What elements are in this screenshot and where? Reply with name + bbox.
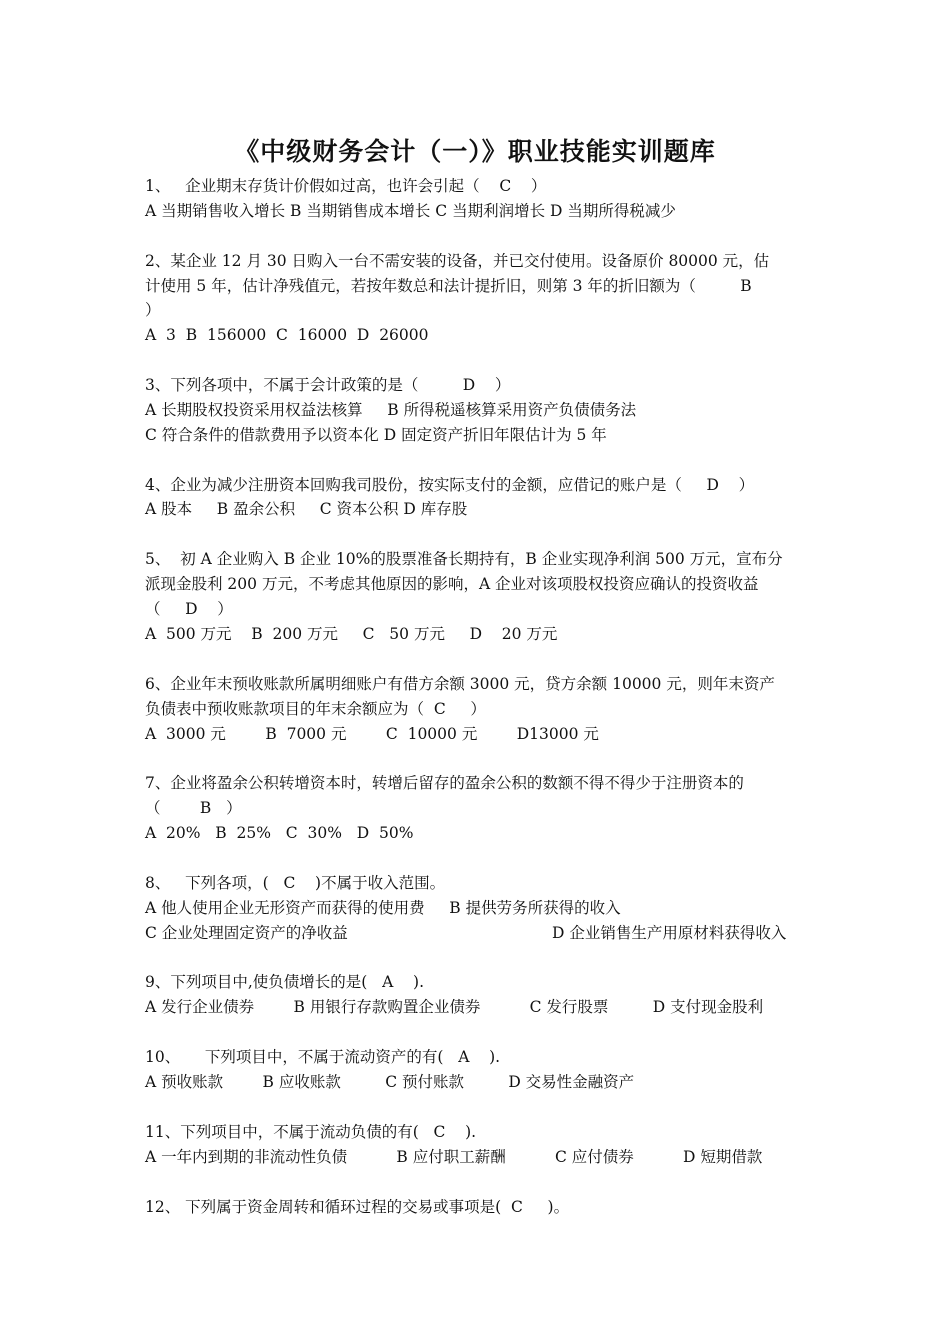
- question-8-option-a-b: A 他人使用企业无形资产而获得的使用费 B 提供劳务所获得的收入: [145, 899, 621, 917]
- question-2-options: A 3 B 156000 C 16000 D 26000: [145, 326, 429, 344]
- question-6-stem-line2: 负债表中预收账款项目的年末余额应为（ C ）: [145, 700, 486, 718]
- question-8-option-c: C 企业处理固定资产的净收益: [145, 924, 348, 942]
- question-11-options: A 一年内到期的非流动性负债 B 应付职工薪酬 C 应付债券 D 短期借款: [145, 1148, 763, 1166]
- question-8-option-d: D 企业销售生产用原材料获得收入: [552, 924, 787, 942]
- question-9-options: A 发行企业债券 B 用银行存款购置企业债券 C 发行股票 D 支付现金股利: [145, 998, 764, 1016]
- question-3-options-line2: C 符合条件的借款费用予以资本化 D 固定资产折旧年限估计为 5 年: [145, 426, 607, 444]
- question-7-options: A 20% B 25% C 30% D 50%: [145, 824, 414, 842]
- question-1-stem: 1、 企业期末存货计价假如过高，也许会引起（ C ）: [145, 177, 547, 195]
- question-5-stem-line1: 5、 初 A 企业购入 B 企业 10%的股票准备长期持有，B 企业实现净利润 500 万元，宣布分: [145, 550, 783, 568]
- question-3-stem: 3、下列各项中，不属于会计政策的是（ D ）: [145, 376, 511, 394]
- question-3-options-line1: A 长期股权投资采用权益法核算 B 所得税遥核算采用资产负债债务法: [145, 401, 637, 419]
- question-5-stem-line2: 派现金股利 200 万元，不考虑其他原因的影响，A 企业对该项股权投资应确认的投资收益: [145, 575, 759, 593]
- question-4-stem: 4、企业为减少注册资本回购我司股份，按实际支付的金额，应借记的账户是（ D ）: [145, 476, 755, 494]
- question-5-stem-line3: （ D ）: [145, 600, 233, 618]
- document-title: 《中级财务会计（一）》职业技能实训题库: [234, 137, 716, 166]
- question-6-stem-line1: 6、企业年末预收账款所属明细账户有借方余额 3000 元，贷方余额 10000 元，则年末资产: [145, 675, 775, 693]
- question-9-stem: 9、下列项目中,使负债增长的是( A ).: [145, 973, 424, 991]
- question-12-stem: 12、 下列属于资金周转和循环过程的交易或事项是( C )。: [145, 1198, 570, 1216]
- question-7-stem-line1: 7、企业将盈余公积转增资本时，转增后留存的盈余公积的数额不得不得少于注册资本的: [145, 774, 744, 792]
- question-2-stem-line1: 2、某企业 12 月 30 日购入一台不需安装的设备，并已交付使用。设备原价 80000 元，估: [145, 252, 770, 270]
- question-6-options: A 3000 元 B 7000 元 C 10000 元 D13000 元: [145, 725, 599, 743]
- question-8-stem: 8、 下列各项，( C )不属于收入范围。: [145, 874, 446, 892]
- question-7-stem-line2: （ B ）: [145, 799, 242, 817]
- question-10-options: A 预收账款 B 应收账款 C 预付账款 D 交易性金融资产: [145, 1073, 635, 1091]
- question-5-options: A 500 万元 B 200 万元 C 50 万元 D 20 万元: [145, 625, 558, 643]
- question-11-stem: 11、下列项目中，不属于流动负债的有( C ).: [145, 1123, 477, 1141]
- question-2-stem-line2: 计使用 5 年，估计净残值元，若按年数总和法计提折旧，则第 3 年的折旧额为（ B: [145, 277, 752, 295]
- question-10-stem: 10、 下列项目中，不属于流动资产的有( A ).: [145, 1048, 501, 1066]
- question-2-stem-line3: ）: [145, 301, 161, 319]
- question-1-options: A 当期销售收入增长 B 当期销售成本增长 C 当期利润增长 D 当期所得税减少: [145, 202, 676, 220]
- question-4-options: A 股本 B 盈余公积 C 资本公积 D 库存股: [145, 500, 468, 518]
